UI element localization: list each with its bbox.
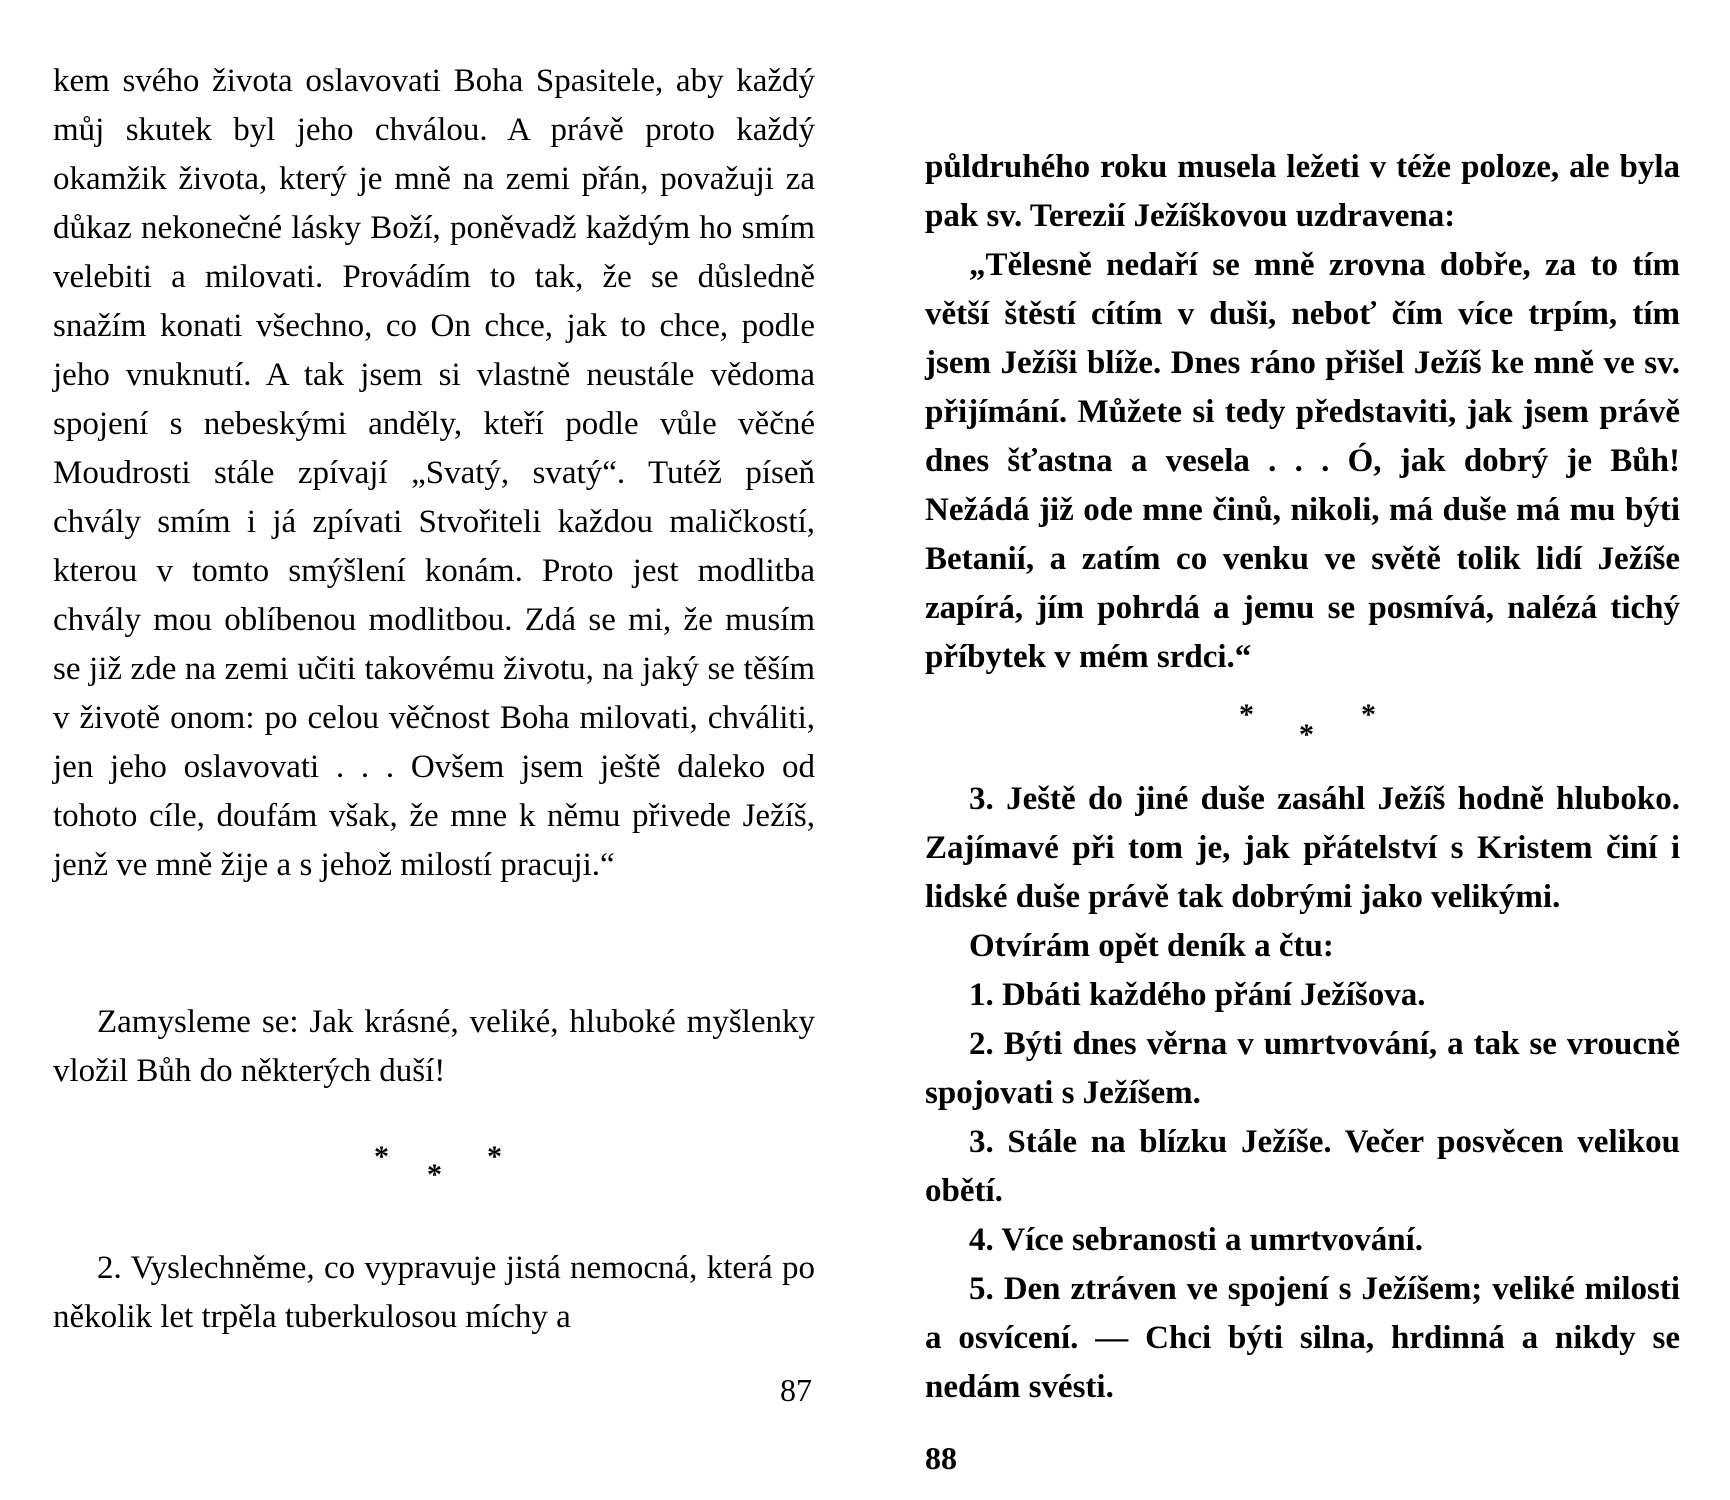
right-paragraph-1: půldruhého roku musela ležeti v téže poloze, ale byla pak sv. Terezií Ježíškovou uzdravena: (925, 149, 1680, 234)
list-item: 5. Den ztráven ve spojení s Ježíšem; veliké milosti a osvícení. — Chci býti silna, hrdinná a nikdy se nedám svésti. (925, 1271, 1680, 1405)
right-asterisk-3: * (1361, 698, 1376, 731)
right-paragraph-3: 3. Ještě do jiné duše zasáhl Ježíš hodně hluboko. Zajímavé při tom je, jak přátelství s Kristem činí i lidské duše právě tak dobrými jako velikými. (925, 781, 1680, 915)
left-asterisk-3: * (487, 1140, 502, 1173)
list-item: 4. Více sebranosti a umrtvování. (969, 1222, 1424, 1258)
left-separator (0, 1140, 865, 1200)
right-paragraph-2: „Tělesně nedaří se mně zrovna dobře, za to tím větší štěstí cítím v duši, neboť čím více trpím, tím jsem Ježíši blíže. Dnes ráno přišel Ježíš ke mně ve sv. přijímání. Můžete si tedy představiti, jak jsem právě dnes šťastna a vesela . . . Ó, jak dobrý je Bůh! Nežádá již ode mne činů, nikoli, má duše má mu býti Betanií, a zatím co venku ve světě tolik lidí Ježíše zapírá, jím pohrdá a jemu se posmívá, nalézá tichý příbytek v mém srdci.“ (925, 247, 1680, 675)
left-paragraph-1: kem svého života oslavovati Boha Spasitele, aby každý můj skutek byl jeho chválou. A právě proto každý okamžik života, který je mně na zemi přán, považuji za důkaz nekonečné lásky Boží, poněvadž každým ho smím velebiti a milovati. Provádím to tak, že se důsledně snažím konati všechno, co On chce, jak to chce, podle jeho vnuknutí. A tak jsem si vlastně neustále vědoma spojení s nebeskými anděly, kteří podle vůle věčné Moudrosti stále zpívají „Svatý, svatý“. Tutéž píseň chvály smím i já zpívati Stvořiteli každou maličkostí, kterou v tomto smýšlení konám. Proto jest modlitba chvály mou oblíbenou modlitbou. Zdá se mi, že musím se již zde na zemi učiti takovému životu, na jaký se těším v životě onom: po celou věčnost Boha milovati, chváliti, jen jeho oslavovati . . . Ovšem jsem ještě daleko od tohoto cíle, doufám však, že mne k němu přivede Ježíš, jenž ve mně žije a s jehož milostí pracuji.“ (53, 63, 815, 883)
left-page-number: 87 (780, 1372, 812, 1408)
diary-list (925, 971, 1680, 1412)
list-item: 2. Býti dnes věrna v umrtvování, a tak se vroucně spojovati s Ježíšem. (925, 1026, 1680, 1111)
left-asterisk-1: * (374, 1140, 389, 1173)
list-item: 3. Stále na blízku Ježíše. Večer posvěcen velikou obětí. (925, 1124, 1680, 1209)
left-paragraph-2: Zamysleme se: Jak krásné, veliké, hluboké myšlenky vložil Bůh do některých duší! (53, 1004, 815, 1089)
right-asterisk-2: * (1299, 718, 1314, 751)
right-page-number: 88 (925, 1440, 957, 1476)
right-page (865, 0, 1730, 1500)
left-asterisk-2: * (427, 1158, 442, 1191)
right-paragraph-4: Otvírám opět deník a čtu: (969, 928, 1334, 964)
list-item: 1. Dbáti každého přání Ježíšova. (969, 977, 1426, 1013)
right-asterisk-1: * (1239, 698, 1254, 731)
right-separator (865, 698, 1730, 758)
left-paragraph-3: 2. Vyslechněme, co vypravuje jistá nemocná, která po několik let trpěla tuberkulosou míchy a (53, 1250, 815, 1335)
